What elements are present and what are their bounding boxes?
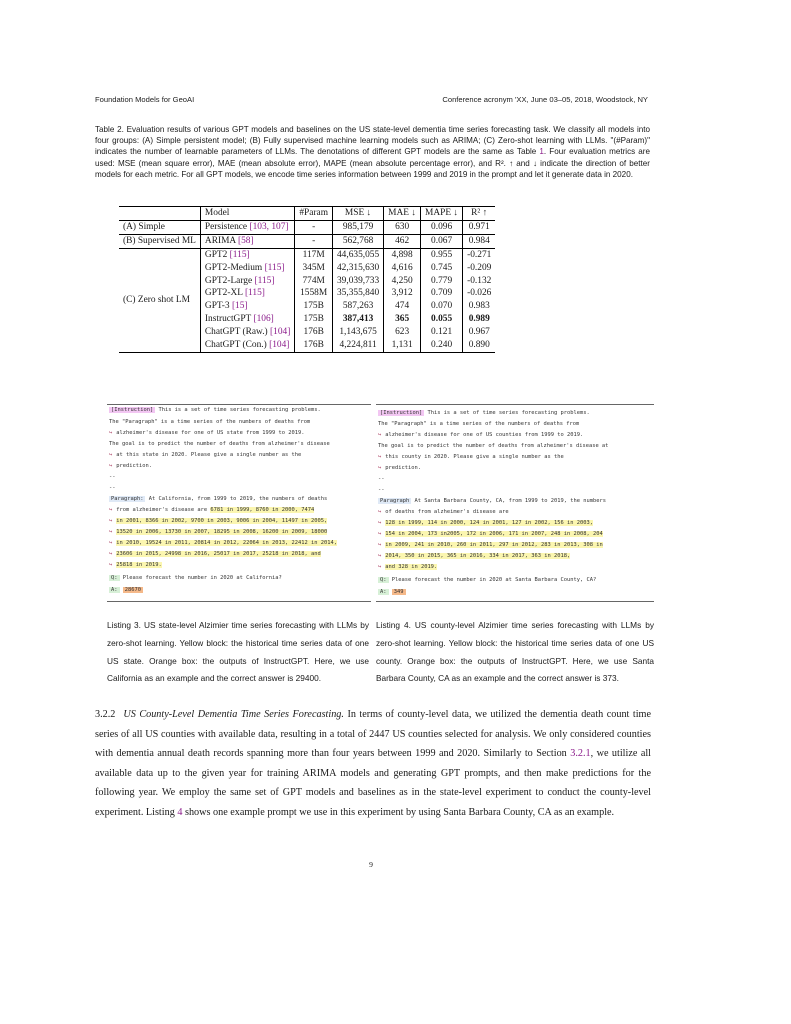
wrap-arrow-icon: ↪ — [109, 507, 113, 513]
model-cell: ARIMA [58] — [200, 234, 294, 248]
mae-cell: 4,898 — [384, 248, 421, 261]
model-cell: GPT2-Large [115] — [200, 275, 294, 288]
param-cell: 774M — [295, 275, 333, 288]
listing-ref-link[interactable]: 4 — [177, 806, 183, 818]
mape-cell: 0.745 — [421, 262, 463, 275]
model-cell: Persistence [103, 107] — [200, 220, 294, 234]
citation-link[interactable]: [15] — [231, 301, 248, 312]
series-highlight: in 2010, 19524 in 2011, 20814 in 2012, 22064 in 2013, 22412 in 2014, — [116, 540, 337, 546]
mae-cell: 365 — [384, 313, 421, 326]
table-ref-link[interactable]: 1 — [539, 147, 544, 157]
mape-cell: 0.067 — [421, 234, 463, 248]
mape-cell: 0.709 — [421, 287, 463, 300]
mae-cell: 623 — [384, 326, 421, 339]
model-cell: GPT-3 [15] — [200, 300, 294, 313]
mape-cell: 0.240 — [421, 339, 463, 352]
page-number: 9 — [369, 860, 373, 869]
r2-cell: 0.983 — [468, 301, 490, 312]
series-highlight: 23606 in 2015, 24998 in 2016, 25017 in 2017, 25218 in 2018, and — [116, 551, 321, 557]
group-label: (C) Zero shot LM — [119, 248, 200, 352]
table-caption: Table 2. Evaluation results of various GPT models and baselines on the US state-level dementia time series forecasting task. We classify all models into four groups: (A) Simple persistent model; (B) Fully supervised machine learning models such as ARIMA; (C) Zero-shot learning with LLMs. "(#Param)" indicates the number of learnable parameters of LLMs. The denotations of different GPT models are the same as Table 1. Four evaluation metrics are used: MSE (mean square error), MAE (mean absolute error), MAPE (mean absolute percentage error), and R². ↑ and ↓ indicate the direction of better models for each metric. For all GPT models, we encode time series information between 1999 and 2019 in the prompt and let it generate data in 2020. — [95, 125, 650, 179]
r2-cell: 0.984 — [468, 235, 490, 246]
series-highlight: 2014, 350 in 2015, 365 in 2016, 334 in 2017, 363 in 2018, — [385, 553, 571, 559]
mse-cell: 35,355,840 — [332, 287, 383, 300]
instruction-tag: [Instruction] — [111, 407, 154, 413]
model-output-box: 349 — [393, 589, 404, 595]
param-cell: 345M — [295, 262, 333, 275]
paragraph-tag: Paragraph: — [111, 496, 144, 502]
col-mape: MAPE ↓ — [421, 207, 463, 221]
model-cell: GPT2 [115] — [200, 248, 294, 261]
section-number: 3.2.2 — [95, 709, 116, 720]
listing-3-code-block: [Instruction] This is a set of time series forecasting problems. The "Paragraph" is a time series of the numbers of deaths from ↪ alzheimer's disease for one of US state from 1999 to 2019. The goal is to predict the number of deaths from alzheimer's disease ↪ at this state in 2020. Please give a single number as the ↪ prediction. -- -- Paragraph: At California, from 1999 to 2019, the numbers of deaths ↪ from alzheimer's disease are 6781 in 1999, 8760 in 2000, 7474 ↪ in 2001, 8366 in 2002, 9700 in 2003, 9006 in 2004, 11497 in 2005, ↪ 13520 in 2006, 13730 in 2007, 18295 in 2008, 16200 in 2009, 18000 ↪ in 2010, 19524 in 2011, 20814 in 2012, 22064 in 2013, 22412 in 2014, ↪ 23606 in 2015, 24998 in 2016, 25017 in 2017, 25218 in 2018, and ↪ 25818 in 2019. Q: Please forecast the number in 2020 at California? A: 28670 — [107, 404, 371, 602]
r2-cell: 0.890 — [468, 340, 490, 351]
listing-4-code-block: [Instruction] This is a set of time series forecasting problems. The "Paragraph" is a time series of the numbers of deaths from ↪ alzheimer's disease for one of US counties from 1999 to 2019. The goal is to predict the number of deaths from alzheimer's disease at ↪ this county in 2020. Please give a single number as the ↪ prediction. -- -- Paragraph At Santa Barbara County, CA, from 1999 to 2019, the numbers ↪ of deaths from alzheimer's disease are ↪ 128 in 1999, 114 in 2000, 124 in 2001, 127 in 2002, 156 in 2003, ↪ 154 in 2004, 173 in2005, 172 in 2006, 171 in 2007, 248 in 2008, 204 ↪ in 2009, 241 in 2010, 260 in 2011, 297 in 2012, 283 in 2013, 308 in ↪ 2014, 350 in 2015, 365 in 2016, 334 in 2017, 363 in 2018, ↪ and 328 in 2019. Q: Please forecast the number in 2020 at Santa Barbara County, CA? A: 349 — [376, 404, 654, 602]
wrap-arrow-icon: ↪ — [378, 564, 382, 570]
wrap-arrow-icon: ↪ — [378, 454, 382, 460]
wrap-arrow-icon: ↪ — [378, 432, 382, 438]
mae-cell: 462 — [384, 234, 421, 248]
running-header-venue: Conference acronym 'XX, June 03–05, 2018, Woodstock, NY — [442, 95, 648, 104]
series-highlight: 128 in 1999, 114 in 2000, 124 in 2001, 127 in 2002, 156 in 2003, — [385, 520, 593, 526]
wrap-arrow-icon: ↪ — [109, 551, 113, 557]
citation-link[interactable]: [115] — [264, 262, 285, 273]
mse-cell: 387,413 — [332, 313, 383, 326]
wrap-arrow-icon: ↪ — [378, 465, 382, 471]
mae-cell: 4,250 — [384, 275, 421, 288]
wrap-arrow-icon: ↪ — [109, 430, 113, 436]
series-highlight: in 2001, 8366 in 2002, 9700 in 2003, 9006 in 2004, 11497 in 2005, — [116, 518, 328, 524]
mse-cell: 587,263 — [332, 300, 383, 313]
mape-cell: 0.096 — [421, 220, 463, 234]
wrap-arrow-icon: ↪ — [378, 542, 382, 548]
wrap-arrow-icon: ↪ — [378, 520, 382, 526]
mse-cell: 1,143,675 — [332, 326, 383, 339]
series-highlight: in 2009, 241 in 2010, 260 in 2011, 297 in 2012, 283 in 2013, 308 in — [385, 542, 603, 548]
wrap-arrow-icon: ↪ — [378, 509, 382, 515]
citation-link[interactable]: [104] — [269, 340, 290, 351]
mse-cell: 42,315,630 — [332, 262, 383, 275]
series-highlight: 6781 in 1999, 8760 in 2000, 7474 — [210, 507, 315, 513]
running-header-title: Foundation Models for GeoAI — [95, 95, 195, 104]
table-row — [119, 220, 495, 234]
mae-cell: 3,912 — [384, 287, 421, 300]
mae-cell: 1,131 — [384, 339, 421, 352]
param-cell: 117M — [295, 248, 333, 261]
wrap-arrow-icon: ↪ — [109, 463, 113, 469]
model-cell: ChatGPT (Raw.) [104] — [200, 326, 294, 339]
wrap-arrow-icon: ↪ — [378, 553, 382, 559]
mae-cell: 474 — [384, 300, 421, 313]
mse-cell: 985,179 — [332, 220, 383, 234]
col-mae: MAE ↓ — [384, 207, 421, 221]
answer-tag: A: — [380, 589, 387, 595]
mse-cell: 562,768 — [332, 234, 383, 248]
listing-4-caption: Listing 4. US county-level Alzimier time series forecasting with LLMs by zero-shot learning. Yellow block: the historical time series data of one US county. Orange box: the outputs of InstructGPT. Here, we use Santa Barbara County, CA as an example and the correct answer is 373. — [376, 620, 654, 684]
r2-cell: -0.271 — [467, 249, 492, 260]
col-mse: MSE ↓ — [332, 207, 383, 221]
wrap-arrow-icon: ↪ — [109, 529, 113, 535]
citation-link[interactable]: [115] — [254, 275, 275, 286]
mse-cell: 4,224,811 — [332, 339, 383, 352]
citation-link[interactable]: [115] — [244, 288, 265, 299]
citation-link[interactable]: [103, 107] — [249, 221, 289, 232]
group-label: (B) Supervised ML — [119, 234, 200, 248]
mse-cell: 44,635,055 — [332, 248, 383, 261]
table-row — [119, 248, 495, 261]
wrap-arrow-icon: ↪ — [109, 540, 113, 546]
r2-cell: -0.132 — [467, 275, 492, 286]
mape-cell: 0.779 — [421, 275, 463, 288]
model-cell: GPT2-Medium [115] — [200, 262, 294, 275]
table-header-row — [119, 207, 495, 221]
citation-link[interactable]: [115] — [229, 249, 250, 260]
r2-cell: -0.209 — [467, 262, 492, 273]
citation-link[interactable]: [104] — [270, 327, 291, 338]
paragraph-tag: Paragraph — [380, 498, 410, 504]
section-3-2-2-paragraph: 3.2.2 US County-Level Dementia Time Series Forecasting. In terms of county-level data, we utilized the dementia death count time series of all US counties with available data, resulting in a total of 2447 US counties selected for analysis. We only considered counties with dementia annual death records spanning more than four years between 1999 and 2020. Similarly to Section 3.2.1, we utilize all available data up to the given year for training ARIMA models and generating GPT prompts, and then make predictions for the following year. We employ the same set of GPT models and baselines as in the state-level experiment to conduct the county-level experiment. Listing 4 shows one example prompt we use in this experiment by using Santa Barbara County, CA as an example. — [95, 709, 652, 818]
mape-cell: 0.955 — [421, 248, 463, 261]
r2-cell: -0.026 — [467, 288, 492, 299]
listing-3-caption: Listing 3. US state-level Alzimier time series forecasting with LLMs by zero-shot learning. Yellow block: the historical time series data of one US state. Orange box: the outputs of InstructGPT. Here, we use California as an example and the correct answer is 29400. — [107, 620, 369, 684]
param-cell: 176B — [295, 326, 333, 339]
answer-tag: A: — [111, 587, 118, 593]
param-cell: 175B — [295, 313, 333, 326]
mae-cell: 630 — [384, 220, 421, 234]
section-title: US County-Level Dementia Time Series Forecasting. — [123, 709, 344, 720]
wrap-arrow-icon: ↪ — [109, 518, 113, 524]
mse-cell: 39,039,733 — [332, 275, 383, 288]
mape-cell: 0.121 — [421, 326, 463, 339]
col-model: Model — [200, 207, 294, 221]
series-highlight: 25818 in 2019. — [116, 562, 162, 568]
citation-link[interactable]: [58] — [238, 235, 254, 246]
param-cell: 1558M — [295, 287, 333, 300]
series-highlight: 13520 in 2006, 13730 in 2007, 18295 in 2008, 16200 in 2009, 18000 — [116, 529, 328, 535]
group-label: (A) Simple — [119, 220, 200, 234]
wrap-arrow-icon: ↪ — [378, 531, 382, 537]
question-tag: Q: — [111, 575, 118, 581]
mae-cell: 4,616 — [384, 262, 421, 275]
r2-cell: 0.989 — [468, 314, 490, 325]
question-tag: Q: — [380, 577, 387, 583]
model-cell: ChatGPT (Con.) [104] — [200, 339, 294, 352]
model-output-box: 28670 — [124, 587, 141, 593]
section-ref-link[interactable]: 3.2.1 — [570, 748, 591, 760]
citation-link[interactable]: [106] — [253, 314, 274, 325]
col-param: #Param — [295, 207, 333, 221]
model-cell: GPT2-XL [115] — [200, 287, 294, 300]
series-highlight: and 328 in 2019. — [385, 564, 438, 570]
series-highlight: 154 in 2004, 173 in2005, 172 in 2006, 171 in 2007, 248 in 2008, 204 — [385, 531, 603, 537]
param-cell: - — [295, 234, 333, 248]
wrap-arrow-icon: ↪ — [109, 562, 113, 568]
r2-cell: 0.971 — [468, 221, 490, 232]
table-row — [119, 234, 495, 248]
mape-cell: 0.055 — [421, 313, 463, 326]
mape-cell: 0.070 — [421, 300, 463, 313]
param-cell: - — [295, 220, 333, 234]
instruction-tag: [Instruction] — [380, 410, 423, 416]
col-group — [119, 207, 200, 221]
results-table — [119, 206, 495, 353]
r2-cell: 0.967 — [468, 327, 490, 338]
model-cell: InstructGPT [106] — [200, 313, 294, 326]
param-cell: 175B — [295, 300, 333, 313]
param-cell: 176B — [295, 339, 333, 352]
col-r2: R² ↑ — [471, 208, 488, 218]
wrap-arrow-icon: ↪ — [109, 452, 113, 458]
